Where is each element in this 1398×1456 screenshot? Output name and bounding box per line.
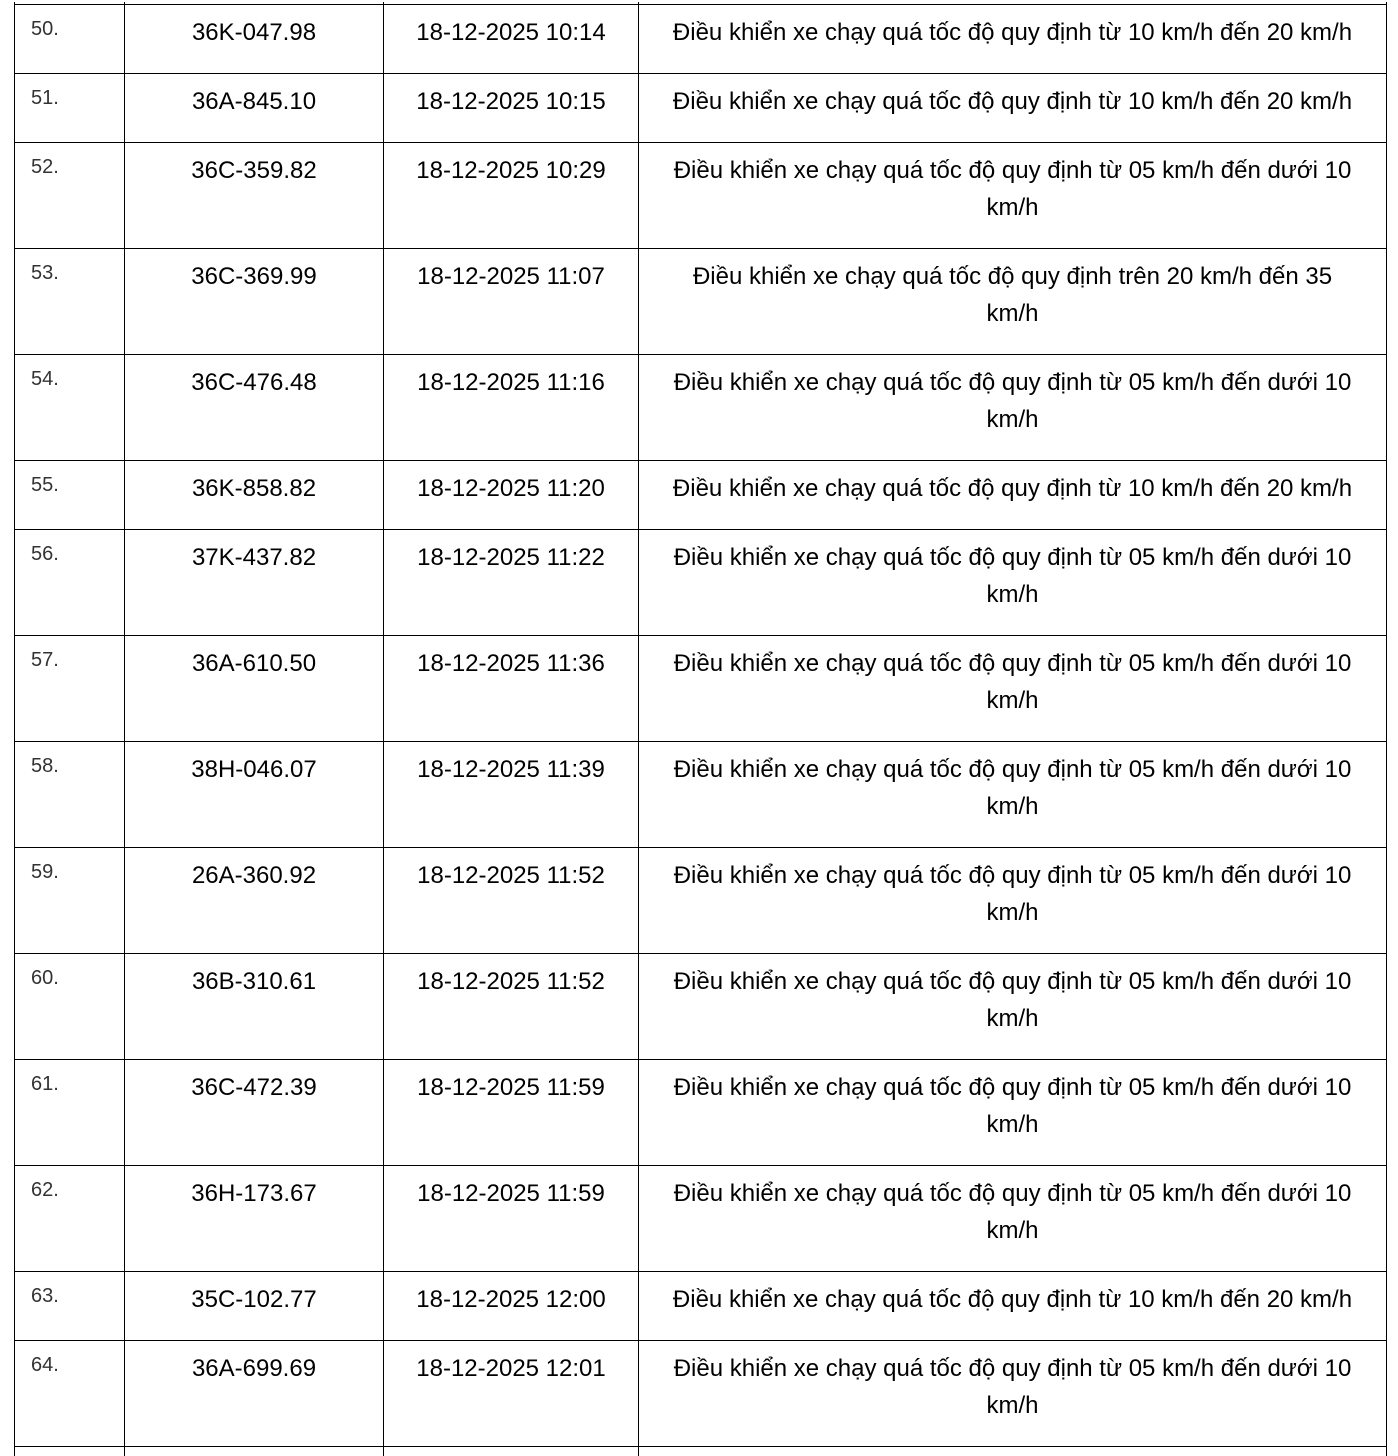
violation-time: 18-12-2025 11:59 — [384, 1060, 639, 1166]
violation-time: 18-12-2025 11:22 — [384, 530, 639, 636]
license-plate: 36C-476.48 — [125, 355, 384, 461]
violation-description: Điều khiển xe chạy quá tốc độ quy định từ 05 km/h đến dưới 10 km/h — [639, 1060, 1387, 1166]
license-plate: 36C-359.82 — [125, 143, 384, 249]
violation-description: Điều khiển xe chạy quá tốc độ quy định từ 10 km/h đến 20 km/h — [639, 5, 1387, 74]
table-row — [15, 1166, 1387, 1272]
violation-description: Điều khiển xe chạy quá tốc độ quy định từ 10 km/h đến 20 km/h — [639, 74, 1387, 143]
row-index: 50. — [15, 5, 125, 74]
row-index: 63. — [15, 1272, 125, 1341]
cell — [384, 1447, 639, 1456]
violation-time: 18-12-2025 11:52 — [384, 848, 639, 954]
row-index: 59. — [15, 848, 125, 954]
row-index: 53. — [15, 249, 125, 355]
table-row — [15, 355, 1387, 461]
violation-description: Điều khiển xe chạy quá tốc độ quy định từ 05 km/h đến dưới 10 km/h — [639, 1341, 1387, 1447]
table-row — [15, 1060, 1387, 1166]
table-row — [15, 530, 1387, 636]
table-row — [15, 848, 1387, 954]
row-index: 62. — [15, 1166, 125, 1272]
violation-time: 18-12-2025 10:29 — [384, 143, 639, 249]
violation-description: Điều khiển xe chạy quá tốc độ quy định từ 10 km/h đến 20 km/h — [639, 461, 1387, 530]
violation-time: 18-12-2025 11:07 — [384, 249, 639, 355]
violation-description: Điều khiển xe chạy quá tốc độ quy định từ 05 km/h đến dưới 10 km/h — [639, 848, 1387, 954]
row-index: 55. — [15, 461, 125, 530]
table-row — [15, 1272, 1387, 1341]
license-plate: 26A-360.92 — [125, 848, 384, 954]
row-index: 57. — [15, 636, 125, 742]
row-index: 54. — [15, 355, 125, 461]
violation-description: Điều khiển xe chạy quá tốc độ quy định trên 20 km/h đến 35 km/h — [639, 249, 1387, 355]
license-plate: 37K-437.82 — [125, 530, 384, 636]
violation-description: Điều khiển xe chạy quá tốc độ quy định từ 10 km/h đến 20 km/h — [639, 1272, 1387, 1341]
table-row — [15, 1341, 1387, 1447]
row-index: 52. — [15, 143, 125, 249]
violation-time: 18-12-2025 12:00 — [384, 1272, 639, 1341]
license-plate: 36B-310.61 — [125, 954, 384, 1060]
violation-time: 18-12-2025 11:52 — [384, 954, 639, 1060]
table-row — [15, 74, 1387, 143]
row-index: 60. — [15, 954, 125, 1060]
license-plate: 36A-699.69 — [125, 1341, 384, 1447]
violation-description: Điều khiển xe chạy quá tốc độ quy định từ 05 km/h đến dưới 10 km/h — [639, 636, 1387, 742]
table-row — [15, 742, 1387, 848]
license-plate: 36A-845.10 — [125, 74, 384, 143]
table-row — [15, 954, 1387, 1060]
violation-description: Điều khiển xe chạy quá tốc độ quy định từ 05 km/h đến dưới 10 km/h — [639, 742, 1387, 848]
violation-time: 18-12-2025 10:14 — [384, 5, 639, 74]
violation-time: 18-12-2025 11:59 — [384, 1166, 639, 1272]
violation-description: Điều khiển xe chạy quá tốc độ quy định từ 05 km/h đến dưới 10 km/h — [639, 143, 1387, 249]
table-row — [15, 461, 1387, 530]
violation-time: 18-12-2025 11:36 — [384, 636, 639, 742]
table-row — [15, 5, 1387, 74]
violation-time: 18-12-2025 11:16 — [384, 355, 639, 461]
table-row-continuation — [15, 1447, 1387, 1456]
cell — [125, 1447, 384, 1456]
row-index: 51. — [15, 74, 125, 143]
violation-time: 18-12-2025 11:39 — [384, 742, 639, 848]
license-plate: 36A-610.50 — [125, 636, 384, 742]
license-plate: 36K-047.98 — [125, 5, 384, 74]
license-plate: 38H-046.07 — [125, 742, 384, 848]
violation-description: Điều khiển xe chạy quá tốc độ quy định từ 05 km/h đến dưới 10 km/h — [639, 954, 1387, 1060]
violation-time: 18-12-2025 10:15 — [384, 74, 639, 143]
cell — [15, 1447, 125, 1456]
violation-description: Điều khiển xe chạy quá tốc độ quy định từ 05 km/h đến dưới 10 km/h — [639, 1166, 1387, 1272]
violations-table — [14, 2, 1387, 1456]
violations-table-container — [14, 2, 1387, 1456]
cell — [639, 1447, 1387, 1456]
license-plate: 35C-102.77 — [125, 1272, 384, 1341]
row-index: 61. — [15, 1060, 125, 1166]
violation-time: 18-12-2025 11:20 — [384, 461, 639, 530]
license-plate: 36C-369.99 — [125, 249, 384, 355]
row-index: 58. — [15, 742, 125, 848]
license-plate: 36H-173.67 — [125, 1166, 384, 1272]
table-row — [15, 143, 1387, 249]
table-row — [15, 249, 1387, 355]
table-row — [15, 636, 1387, 742]
row-index: 56. — [15, 530, 125, 636]
license-plate: 36K-858.82 — [125, 461, 384, 530]
violation-description: Điều khiển xe chạy quá tốc độ quy định từ 05 km/h đến dưới 10 km/h — [639, 355, 1387, 461]
row-index: 64. — [15, 1341, 125, 1447]
violation-description: Điều khiển xe chạy quá tốc độ quy định từ 05 km/h đến dưới 10 km/h — [639, 530, 1387, 636]
license-plate: 36C-472.39 — [125, 1060, 384, 1166]
violation-time: 18-12-2025 12:01 — [384, 1341, 639, 1447]
